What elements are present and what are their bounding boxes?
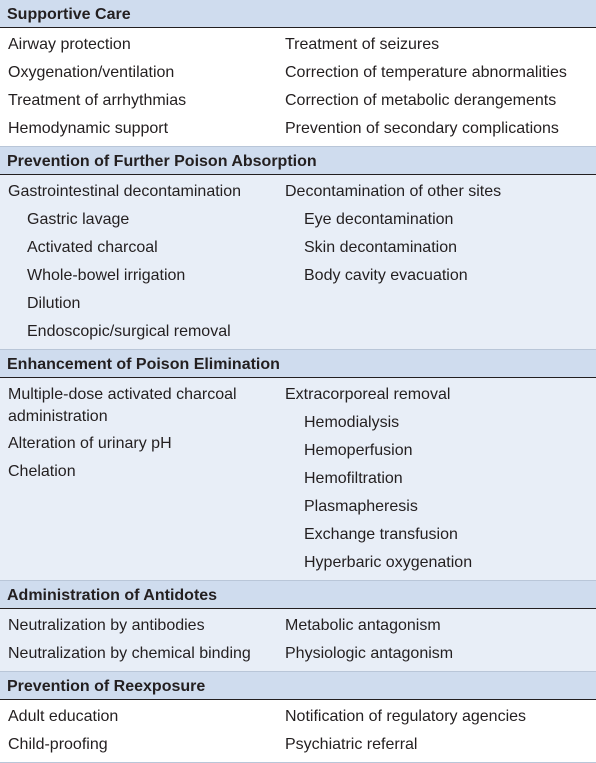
list-item: Alteration of urinary pH	[8, 435, 172, 452]
list-item: Correction of metabolic derangements	[285, 92, 557, 109]
right-column	[278, 381, 596, 577]
section-heading: Supportive Care	[0, 0, 596, 28]
section-heading: Prevention of Reexposure	[0, 672, 596, 700]
section-prevention-of-reexposure	[0, 672, 596, 763]
list-item: Decontamination of other sites	[285, 183, 502, 200]
left-column	[0, 31, 278, 143]
section-supportive-care	[0, 0, 596, 147]
section-body	[0, 28, 596, 147]
list-item: Multiple-dose activated charcoal administration	[8, 386, 237, 425]
section-administration-of-antidotes	[0, 581, 596, 672]
list-subitem: Body cavity evacuation	[304, 267, 468, 284]
section-body	[0, 700, 596, 763]
list-item: Notification of regulatory agencies	[285, 708, 527, 725]
list-subitem: Hemofiltration	[304, 470, 403, 487]
list-item: Airway protection	[8, 36, 131, 53]
section-heading: Administration of Antidotes	[0, 581, 596, 609]
list-item: Neutralization by chemical binding	[8, 645, 251, 662]
list-item: Metabolic antagonism	[285, 617, 441, 634]
list-item: Physiologic antagonism	[285, 645, 454, 662]
list-item: Adult education	[8, 708, 119, 725]
list-subitem: Eye decontamination	[304, 211, 454, 228]
list-item: Treatment of seizures	[285, 36, 440, 53]
section-prevention-of-absorption	[0, 147, 596, 350]
left-column	[0, 178, 278, 346]
list-item: Prevention of secondary complications	[285, 120, 559, 137]
list-subitem: Hemoperfusion	[304, 442, 413, 459]
left-column	[0, 612, 278, 668]
section-body	[0, 175, 596, 350]
list-item: Oxygenation/ventilation	[8, 64, 175, 81]
right-column	[278, 703, 596, 759]
list-item: Neutralization by antibodies	[8, 617, 205, 634]
section-heading: Enhancement of Poison Elimination	[0, 350, 596, 378]
list-item: Correction of temperature abnormalities	[285, 64, 567, 81]
left-column	[0, 703, 278, 759]
list-item: Treatment of arrhythmias	[8, 92, 187, 109]
section-body	[0, 609, 596, 672]
section-body	[0, 378, 596, 581]
list-subitem: Activated charcoal	[27, 239, 158, 256]
list-item: Extracorporeal removal	[285, 386, 451, 403]
list-subitem: Exchange transfusion	[304, 526, 458, 543]
right-column	[278, 612, 596, 668]
section-heading: Prevention of Further Poison Absorption	[0, 147, 596, 175]
list-subitem: Dilution	[27, 295, 81, 312]
list-item: Hemodynamic support	[8, 120, 169, 137]
left-column	[0, 381, 278, 577]
list-item: Psychiatric referral	[285, 736, 418, 753]
list-subitem: Endoscopic/surgical removal	[27, 323, 231, 340]
list-subitem: Gastric lavage	[27, 211, 130, 228]
right-column	[278, 178, 596, 346]
right-column	[278, 31, 596, 143]
list-subitem: Skin decontamination	[304, 239, 457, 256]
list-subitem: Hemodialysis	[304, 414, 400, 431]
section-enhancement-of-elimination	[0, 350, 596, 581]
list-item: Gastrointestinal decontamination	[8, 183, 242, 200]
list-subitem: Plasmapheresis	[304, 498, 418, 515]
list-item: Child-proofing	[8, 736, 108, 753]
list-item: Chelation	[8, 463, 76, 480]
list-subitem: Whole-bowel irrigation	[27, 267, 186, 284]
list-subitem: Hyperbaric oxygenation	[304, 554, 473, 571]
